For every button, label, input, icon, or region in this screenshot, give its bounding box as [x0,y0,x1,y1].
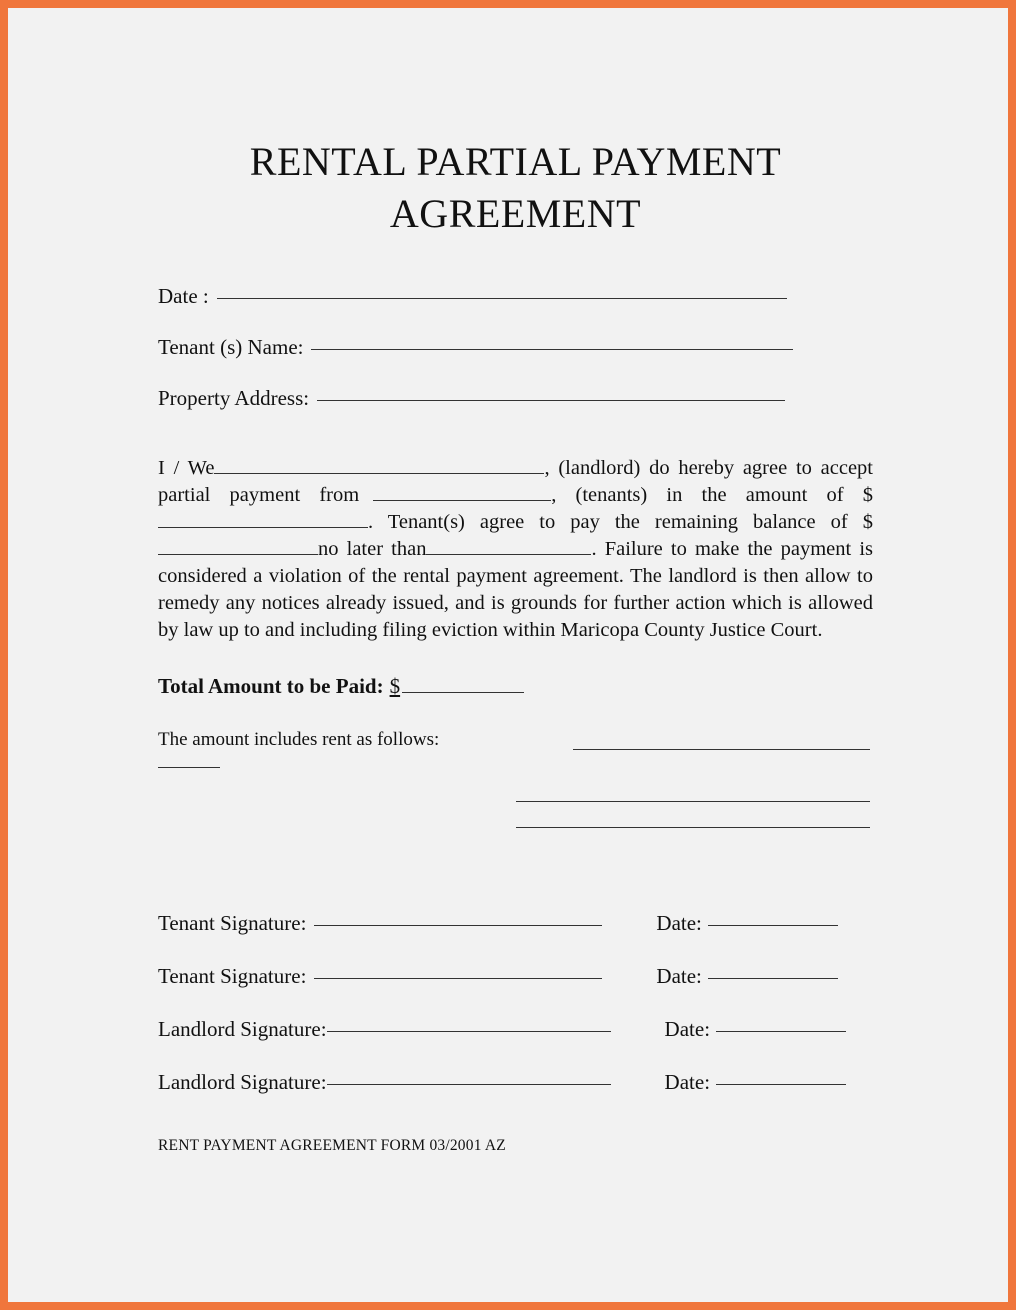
field-date-input-rule[interactable] [217,298,787,299]
body-segment-4: . Tenant(s) agree to pay the remaining balance of $ [368,511,873,533]
document-footer: RENT PAYMENT AGREEMENT FORM 03/2001 AZ [158,1137,506,1154]
signature-date-label-landlord-2: Date: [664,1070,711,1094]
includes-blank-2[interactable] [516,801,870,802]
page-title [158,136,873,240]
signature-section [158,911,873,1095]
field-property-address [158,386,873,411]
total-amount-blank[interactable] [402,676,524,693]
includes-blank-small[interactable] [158,767,220,768]
includes-blank-1[interactable] [573,749,870,750]
signature-date-label-landlord-1: Date: [664,1017,711,1041]
signature-label-landlord-2: Landlord Signature: [158,1070,327,1094]
signature-blank-landlord-1[interactable] [327,1031,611,1032]
body-segment-5: no later than [318,538,427,560]
signature-date-blank-landlord-2[interactable] [716,1084,846,1085]
signature-blank-tenant-2[interactable] [314,978,602,979]
signature-row-landlord-2 [158,1070,873,1095]
title-line-2: AGREEMENT [389,191,642,236]
body-segment-6: . Failure to make the payment is considered a violation of the rental payment agreement. The landlord is then allow to remedy any notices already issued, and is grounds for further action which is allowed by law up to and including filing eviction within Maricopa County Justice Court. [158,538,873,641]
field-property-address-input-rule[interactable] [317,400,785,401]
signature-date-blank-tenant-1[interactable] [708,925,838,926]
total-amount-label: Total Amount to be Paid: [158,674,384,698]
total-amount-row [158,674,873,699]
signature-label-landlord-1: Landlord Signature: [158,1017,327,1041]
includes-blank-3[interactable] [516,827,870,828]
body-segment-3: , (tenants) in the amount of $ [551,484,873,506]
document-content [158,8,873,1155]
signature-blank-landlord-2[interactable] [327,1084,611,1085]
includes-section [158,729,873,839]
field-tenant-name-input-rule[interactable] [311,349,793,350]
signature-row-tenant-1 [158,911,873,936]
field-property-address-label: Property Address: [158,386,310,410]
field-tenant-name-label: Tenant (s) Name: [158,335,304,359]
title-line-1: RENTAL PARTIAL PAYMENT [249,139,782,184]
signature-date-label-tenant-1: Date: [656,911,702,935]
body-segment-2: , (landlord) do hereby agree to accept partial payment from [158,457,873,506]
field-date-label: Date : [158,284,209,308]
signature-date-blank-tenant-2[interactable] [708,978,838,979]
body-segment-1: I / We [158,457,215,479]
field-tenant-name [158,335,873,360]
balance-blank[interactable] [158,537,318,555]
includes-label: The amount includes rent as follows: [158,729,440,750]
field-date [158,284,873,309]
landlord-name-blank[interactable] [214,456,544,474]
tenants-name-blank[interactable] [373,483,551,501]
agreement-paragraph [158,455,873,644]
signature-row-landlord-1 [158,1017,873,1042]
due-date-blank[interactable] [426,537,591,555]
signature-row-tenant-2 [158,964,873,989]
signature-date-label-tenant-2: Date: [656,964,702,988]
signature-label-tenant-2: Tenant Signature: [158,964,307,988]
header-fields [158,284,873,411]
document-page [8,8,1008,1302]
signature-blank-tenant-1[interactable] [314,925,602,926]
amount-blank[interactable] [158,510,368,528]
total-amount-currency: $ [389,674,401,698]
signature-label-tenant-1: Tenant Signature: [158,911,307,935]
signature-date-blank-landlord-1[interactable] [716,1031,846,1032]
